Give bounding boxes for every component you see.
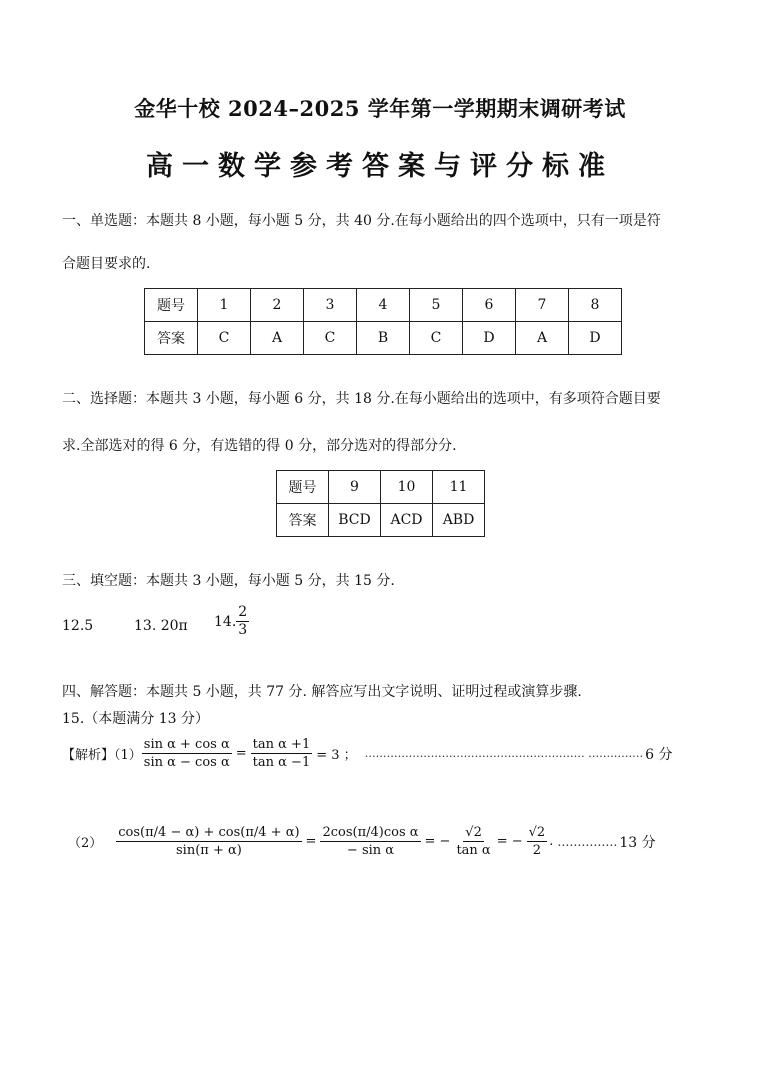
section2-instructions-cont: 求.全部选对的得 6 分，有选错的得 0 分，部分选对的得部分分. — [62, 438, 457, 454]
question-number: 11 — [433, 471, 485, 504]
score-leader-dots: …………… — [557, 834, 618, 849]
fraction-numerator: cos(π/4 − α) + cos(π/4 + α) — [118, 825, 300, 840]
part1-score: 6 分 — [645, 746, 673, 763]
row-label: 题号 — [277, 471, 329, 504]
q15-title: 15.（本题满分 13 分） — [62, 711, 209, 727]
exam-title: 金华十校 2024–2025 学年第一学期期末调研考试 — [134, 96, 626, 121]
section1-instructions: 一、单选题：本题共 8 小题，每小题 5 分，共 40 分.在每小题给出的四个选项中，只有一项是符 — [62, 213, 661, 229]
fraction-denominator: 2 — [532, 843, 542, 858]
part2-fraction-4 — [527, 824, 548, 859]
question-number: 8 — [569, 289, 622, 322]
fraction-denominator: tan α — [456, 843, 491, 858]
answer-cell: C — [304, 322, 357, 355]
q14-denominator: 3 — [238, 622, 248, 638]
q14-fraction — [236, 604, 249, 639]
fraction-denominator: tan α −1 — [252, 755, 311, 770]
part1-fraction-2 — [251, 736, 313, 771]
part2-score: 13 分 — [619, 834, 656, 851]
section3-instructions: 三、填空题：本题共 3 小题，每小题 5 分，共 15 分. — [62, 573, 395, 589]
answer-cell: D — [569, 322, 622, 355]
section1-instructions-cont: 合题目要求的. — [62, 256, 151, 272]
part2-fraction-1 — [116, 824, 301, 859]
table-row — [145, 322, 622, 355]
equals-sign: = — [305, 834, 317, 849]
question-number: 9 — [329, 471, 381, 504]
answer-q14 — [214, 604, 249, 639]
row-label: 题号 — [145, 289, 198, 322]
question-number: 5 — [410, 289, 463, 322]
q15-part2-solution — [68, 824, 656, 859]
table-row — [145, 289, 622, 322]
part1-label: 【解析】（1） — [62, 748, 142, 763]
answer-cell: A — [251, 322, 304, 355]
fraction-numerator: 2cos(π/4)cos α — [322, 825, 419, 840]
fraction-denominator: sin α − cos α — [143, 755, 230, 770]
fraction-numerator: √2 — [465, 825, 482, 840]
part2-fraction-2 — [320, 824, 420, 859]
part2-fraction-3 — [454, 824, 492, 859]
table-row — [277, 504, 485, 537]
row-label: 答案 — [277, 504, 329, 537]
question-number: 4 — [357, 289, 410, 322]
answer-cell: BCD — [329, 504, 381, 537]
row-label: 答案 — [145, 322, 198, 355]
question-number: 2 — [251, 289, 304, 322]
q14-numerator: 2 — [238, 604, 248, 620]
q14-prefix: 14. — [214, 613, 237, 630]
period: . — [549, 834, 554, 849]
single-choice-answer-table — [144, 288, 622, 355]
answer-cell: A — [516, 322, 569, 355]
part1-result: = 3 ； — [316, 748, 357, 763]
fraction-numerator: √2 — [528, 825, 546, 840]
answer-cell: ACD — [381, 504, 433, 537]
question-number: 1 — [198, 289, 251, 322]
q15-part1-solution — [62, 736, 673, 771]
part1-fraction-1 — [142, 736, 232, 771]
fraction-denominator: sin(π + α) — [176, 843, 242, 858]
answer-q12: 12.5 — [62, 618, 94, 634]
question-number: 6 — [463, 289, 516, 322]
multi-choice-answer-table — [276, 470, 485, 537]
question-number: 3 — [304, 289, 357, 322]
answer-cell: B — [357, 322, 410, 355]
answer-cell: C — [198, 322, 251, 355]
question-number: 10 — [381, 471, 433, 504]
answer-q13: 13. 20π — [134, 618, 188, 634]
answer-key-subtitle: 高一数学参考答案与评分标准 — [146, 151, 614, 182]
table-row — [277, 471, 485, 504]
fraction-denominator: − sin α — [346, 843, 395, 858]
answer-cell: D — [463, 322, 516, 355]
fraction-numerator: tan α +1 — [252, 737, 311, 752]
fraction-numerator: sin α + cos α — [143, 737, 230, 752]
equals-sign: = — [235, 746, 247, 761]
score-leader-dots: …………………………………………………… …………… — [364, 747, 644, 760]
section4-instructions: 四、解答题：本题共 5 小题，共 77 分. 解答应写出文字说明、证明过程或演算步骤. — [62, 684, 582, 700]
equals-minus: = − — [424, 834, 451, 849]
question-number: 7 — [516, 289, 569, 322]
answer-cell: ABD — [433, 504, 485, 537]
answer-cell: C — [410, 322, 463, 355]
part2-label: （2） — [68, 836, 103, 851]
equals-minus: = − — [496, 834, 523, 849]
section2-instructions: 二、选择题：本题共 3 小题，每小题 6 分，共 18 分.在每小题给出的选项中，有多项符合题目要 — [62, 391, 661, 407]
